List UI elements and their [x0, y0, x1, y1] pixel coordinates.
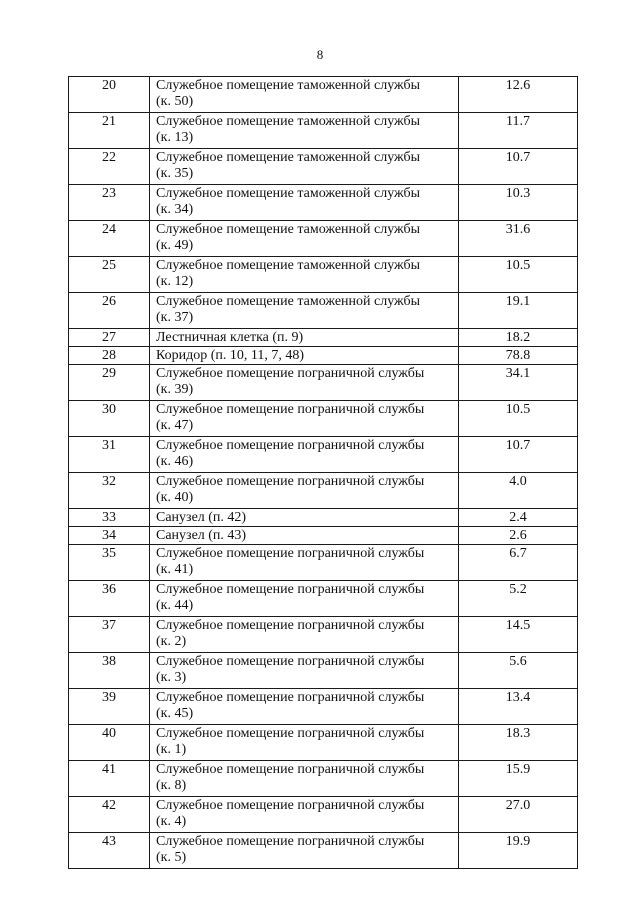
room-description-line2: (к. 12) — [156, 274, 194, 289]
row-number: 36 — [69, 581, 150, 617]
room-description — [150, 329, 459, 347]
room-description-line2: (к. 2) — [156, 634, 187, 649]
room-description — [150, 347, 459, 365]
room-area: 2.4 — [459, 509, 578, 527]
room-description-line2: (к. 39) — [156, 382, 194, 397]
room-description-line1: Служебное помещение пограничной службы — [156, 798, 425, 813]
room-description — [150, 545, 459, 581]
table-row — [69, 365, 578, 401]
room-area: 12.6 — [459, 77, 578, 113]
row-number: 43 — [69, 833, 150, 869]
table-row — [69, 509, 578, 527]
row-number: 32 — [69, 473, 150, 509]
table-row — [69, 545, 578, 581]
page-number: 8 — [316, 47, 324, 62]
room-description-line1: Служебное помещение таможенной службы — [156, 78, 421, 93]
room-description-line1: Служебное помещение пограничной службы — [156, 690, 425, 705]
room-description-line2: (к. 49) — [156, 238, 194, 253]
room-area: 10.5 — [459, 257, 578, 293]
room-description — [150, 581, 459, 617]
room-area: 18.3 — [459, 725, 578, 761]
row-number: 33 — [69, 509, 150, 527]
room-description-line1: Коридор (п. 10, 11, 7, 48) — [156, 348, 305, 363]
room-description-line1: Служебное помещение пограничной службы — [156, 366, 425, 381]
room-description-line2: (к. 41) — [156, 562, 194, 577]
table-row — [69, 797, 578, 833]
room-description-line2: (к. 37) — [156, 310, 194, 325]
table-row — [69, 347, 578, 365]
room-description — [150, 761, 459, 797]
room-description-line1: Служебное помещение пограничной службы — [156, 474, 425, 489]
room-area: 10.7 — [459, 437, 578, 473]
room-description-line1: Служебное помещение пограничной службы — [156, 438, 425, 453]
room-description — [150, 833, 459, 869]
row-number: 31 — [69, 437, 150, 473]
room-description-line2: (к. 4) — [156, 814, 187, 829]
room-area: 6.7 — [459, 545, 578, 581]
table-row — [69, 221, 578, 257]
room-description-line1: Санузел (п. 43) — [156, 528, 247, 543]
room-description-line1: Служебное помещение таможенной службы — [156, 150, 421, 165]
room-description-line1: Санузел (п. 42) — [156, 510, 247, 525]
room-description-line1: Служебное помещение таможенной службы — [156, 114, 421, 129]
table-row — [69, 725, 578, 761]
room-area: 11.7 — [459, 113, 578, 149]
room-description-line1: Лестничная клетка (п. 9) — [156, 330, 304, 345]
row-number: 25 — [69, 257, 150, 293]
room-description-line2: (к. 5) — [156, 850, 187, 865]
row-number: 37 — [69, 617, 150, 653]
room-description — [150, 77, 459, 113]
room-area: 78.8 — [459, 347, 578, 365]
room-description-line2: (к. 13) — [156, 130, 194, 145]
room-description-line2: (к. 44) — [156, 598, 194, 613]
room-description — [150, 113, 459, 149]
room-description-line1: Служебное помещение пограничной службы — [156, 726, 425, 741]
room-description-line1: Служебное помещение таможенной службы — [156, 186, 421, 201]
room-area: 19.1 — [459, 293, 578, 329]
row-number: 27 — [69, 329, 150, 347]
rooms-table — [68, 76, 578, 869]
room-area: 15.9 — [459, 761, 578, 797]
room-description-line1: Служебное помещение пограничной службы — [156, 618, 425, 633]
room-description — [150, 257, 459, 293]
room-area: 27.0 — [459, 797, 578, 833]
table-row — [69, 527, 578, 545]
room-description-line2: (к. 3) — [156, 670, 187, 685]
room-description-line2: (к. 47) — [156, 418, 194, 433]
room-area: 10.3 — [459, 185, 578, 221]
row-number: 40 — [69, 725, 150, 761]
rooms-table-body — [69, 77, 578, 869]
row-number: 28 — [69, 347, 150, 365]
room-description — [150, 401, 459, 437]
room-area: 19.9 — [459, 833, 578, 869]
table-row — [69, 761, 578, 797]
room-description-line2: (к. 46) — [156, 454, 194, 469]
table-row — [69, 185, 578, 221]
room-area: 2.6 — [459, 527, 578, 545]
row-number: 29 — [69, 365, 150, 401]
room-description — [150, 149, 459, 185]
room-description-line2: (к. 40) — [156, 490, 194, 505]
row-number: 23 — [69, 185, 150, 221]
row-number: 38 — [69, 653, 150, 689]
room-description-line2: (к. 50) — [156, 94, 194, 109]
table-row — [69, 293, 578, 329]
room-description-line1: Служебное помещение пограничной службы — [156, 654, 425, 669]
room-description — [150, 185, 459, 221]
row-number: 24 — [69, 221, 150, 257]
row-number: 41 — [69, 761, 150, 797]
row-number: 39 — [69, 689, 150, 725]
room-description-line1: Служебное помещение таможенной службы — [156, 294, 421, 309]
room-description — [150, 797, 459, 833]
room-description — [150, 221, 459, 257]
room-description — [150, 617, 459, 653]
table-row — [69, 473, 578, 509]
room-area: 5.2 — [459, 581, 578, 617]
room-description-line2: (к. 1) — [156, 742, 187, 757]
room-description — [150, 527, 459, 545]
room-area: 10.7 — [459, 149, 578, 185]
room-description-line1: Служебное помещение пограничной службы — [156, 762, 425, 777]
room-area: 5.6 — [459, 653, 578, 689]
table-row — [69, 653, 578, 689]
row-number: 30 — [69, 401, 150, 437]
table-row — [69, 689, 578, 725]
room-area: 10.5 — [459, 401, 578, 437]
room-description — [150, 725, 459, 761]
room-description-line2: (к. 35) — [156, 166, 194, 181]
room-area: 13.4 — [459, 689, 578, 725]
room-description — [150, 473, 459, 509]
row-number: 35 — [69, 545, 150, 581]
room-description-line2: (к. 45) — [156, 706, 194, 721]
room-description — [150, 689, 459, 725]
table-row — [69, 581, 578, 617]
room-description — [150, 293, 459, 329]
room-description — [150, 653, 459, 689]
table-row — [69, 401, 578, 437]
room-area: 34.1 — [459, 365, 578, 401]
row-number: 34 — [69, 527, 150, 545]
table-row — [69, 257, 578, 293]
table-row — [69, 833, 578, 869]
room-area: 18.2 — [459, 329, 578, 347]
room-description-line1: Служебное помещение таможенной службы — [156, 222, 421, 237]
room-description — [150, 437, 459, 473]
row-number: 20 — [69, 77, 150, 113]
room-description-line1: Служебное помещение пограничной службы — [156, 582, 425, 597]
room-area: 14.5 — [459, 617, 578, 653]
row-number: 22 — [69, 149, 150, 185]
room-description-line1: Служебное помещение пограничной службы — [156, 834, 425, 849]
room-description-line1: Служебное помещение таможенной службы — [156, 258, 421, 273]
room-area: 31.6 — [459, 221, 578, 257]
room-description-line2: (к. 8) — [156, 778, 187, 793]
row-number: 42 — [69, 797, 150, 833]
table-row — [69, 77, 578, 113]
table-row — [69, 617, 578, 653]
room-description — [150, 509, 459, 527]
row-number: 26 — [69, 293, 150, 329]
table-row — [69, 437, 578, 473]
room-description — [150, 365, 459, 401]
room-area: 4.0 — [459, 473, 578, 509]
room-description-line2: (к. 34) — [156, 202, 194, 217]
room-description-line1: Служебное помещение пограничной службы — [156, 546, 425, 561]
table-row — [69, 329, 578, 347]
table-row — [69, 113, 578, 149]
row-number: 21 — [69, 113, 150, 149]
table-row — [69, 149, 578, 185]
room-description-line1: Служебное помещение пограничной службы — [156, 402, 425, 417]
